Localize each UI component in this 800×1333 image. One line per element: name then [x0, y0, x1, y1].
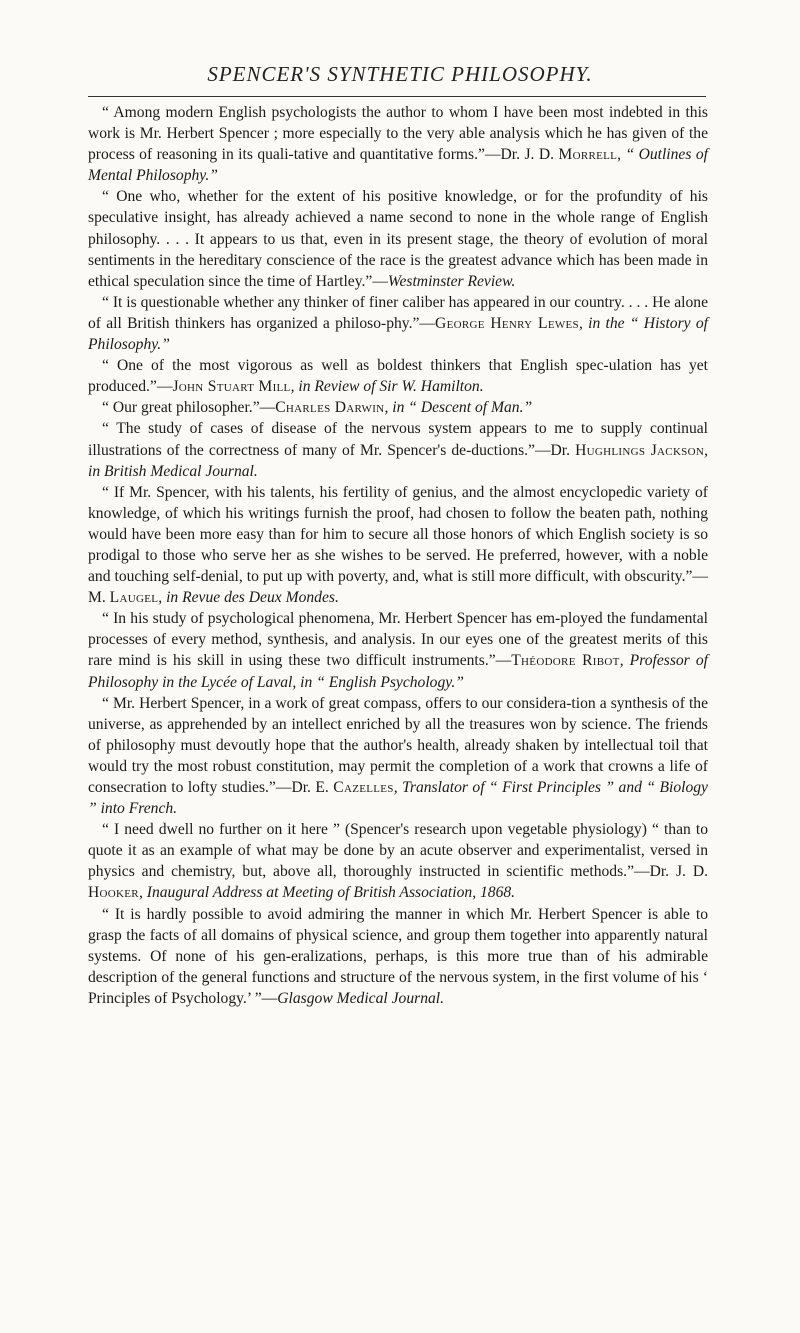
quote-glasgow: “ It is hardly possible to avoid admiring the manner in which Mr. Herbert Spencer is able to grasp the facts of all domains of physical science, and group them together into apparently natural systems. Of none of his gen-eralizations, perhaps, is this more true than of his admirable description of the general functions and structure of the nervous system, in the first volume of his ‘ Principles of Psychology.’ ”—Glasgow Medical Journal.: [88, 905, 708, 1007]
quote-hooker: “ I need dwell no further on it here ” (Spencer's research upon vegetable physiology) “ than to quote it as an example of what may be done by an acute observer and experimentalist, versed in physics and chemistry, but, above all, thoroughly instructed in scientific methods.”—Dr. J. D. Hooker, Inaugural Address at Meeting of British Association, 1868.: [88, 821, 708, 902]
quote-laugel: “ If Mr. Spencer, with his talents, his fertility of genius, and the almost encyclopedic variety of knowledge, of which his writings furnish the proof, had chosen to follow the beaten path, nothing would have been more easy than for him to secure all those honors of which English society is so prodigal to those who serve her as she wishes to be served. He preferred, however, with a noble and touching self-denial, to put up with poverty, and, what is still more difficult, with obscurity.”—M. Laugel, in Revue des Deux Mondes.: [88, 483, 708, 607]
quote-ribot: “ In his study of psychological phenomena, Mr. Herbert Spencer has em-ployed the fundamental processes of every method, synthesis, and analysis. In our eyes one of the greatest merits of this rare mind is his skill in using these two difficult instruments.”—Théodore Ribot, Professor of Philosophy in the Lycée of Laval, in “ English Psychology.”: [88, 610, 708, 691]
quote-morrell: “ Among modern English psychologists the author to whom I have been most indebted in this work is Mr. Herbert Spencer ; more especially to the very able analysis which he has given of the process of reasoning in its quali-tative and quantitative forms.”—Dr. J. D. Morrell, “ Outlines of Mental Philosophy.”: [88, 104, 708, 185]
quote-westminster: “ One who, whether for the extent of his positive knowledge, or for the profundity of his speculative insight, has already achieved a name second to none in the whole range of English philosophy. . . . It appears to us that, even in its present stage, the theory of evolution of moral sentiments in the hereditary conscience of the race is the greatest advance which has been made in ethical speculation since the time of Hartley.”—Westminster Review.: [88, 188, 708, 290]
quote-cazelles: “ Mr. Herbert Spencer, in a work of great compass, offers to our considera-tion a synthesis of the universe, as apprehended by an intellect enriched by all the treasures won by science. The friends of philosophy must devoutly hope that the author's health, already shaken by intellectual toil that would try the most robust constitution, may permit the completion of a work that crowns a life of consecration to lofty studies.”—Dr. E. Cazelles, Translator of “ First Principles ” and “ Biology ” into French.: [88, 694, 708, 818]
quote-lewes: “ It is questionable whether any thinker of finer caliber has appeared in our country. . . . He alone of all British thinkers has organized a philoso-phy.”—George Henry Lewes, in the “ History of Philosophy.”: [88, 293, 708, 354]
quote-mill: “ One of the most vigorous as well as boldest thinkers that English spec-ulation has yet produced.”—John Stuart Mill, in Review of Sir W. Hamilton.: [88, 357, 708, 396]
running-header: SPENCER'S SYNTHETIC PHILOSOPHY.: [207, 62, 593, 86]
testimonials: [88, 102, 708, 1009]
header-rule: [88, 96, 706, 97]
quote-darwin: “ Our great philosopher.”—Charles Darwin, in “ Descent of Man.”: [102, 399, 533, 417]
quote-jackson: “ The study of cases of disease of the nervous system appears to me to supply continual illustrations of the correctness of many of Mr. Spencer's de-ductions.”—Dr. Hughlings Jackson, in British Medical Journal.: [88, 420, 708, 480]
